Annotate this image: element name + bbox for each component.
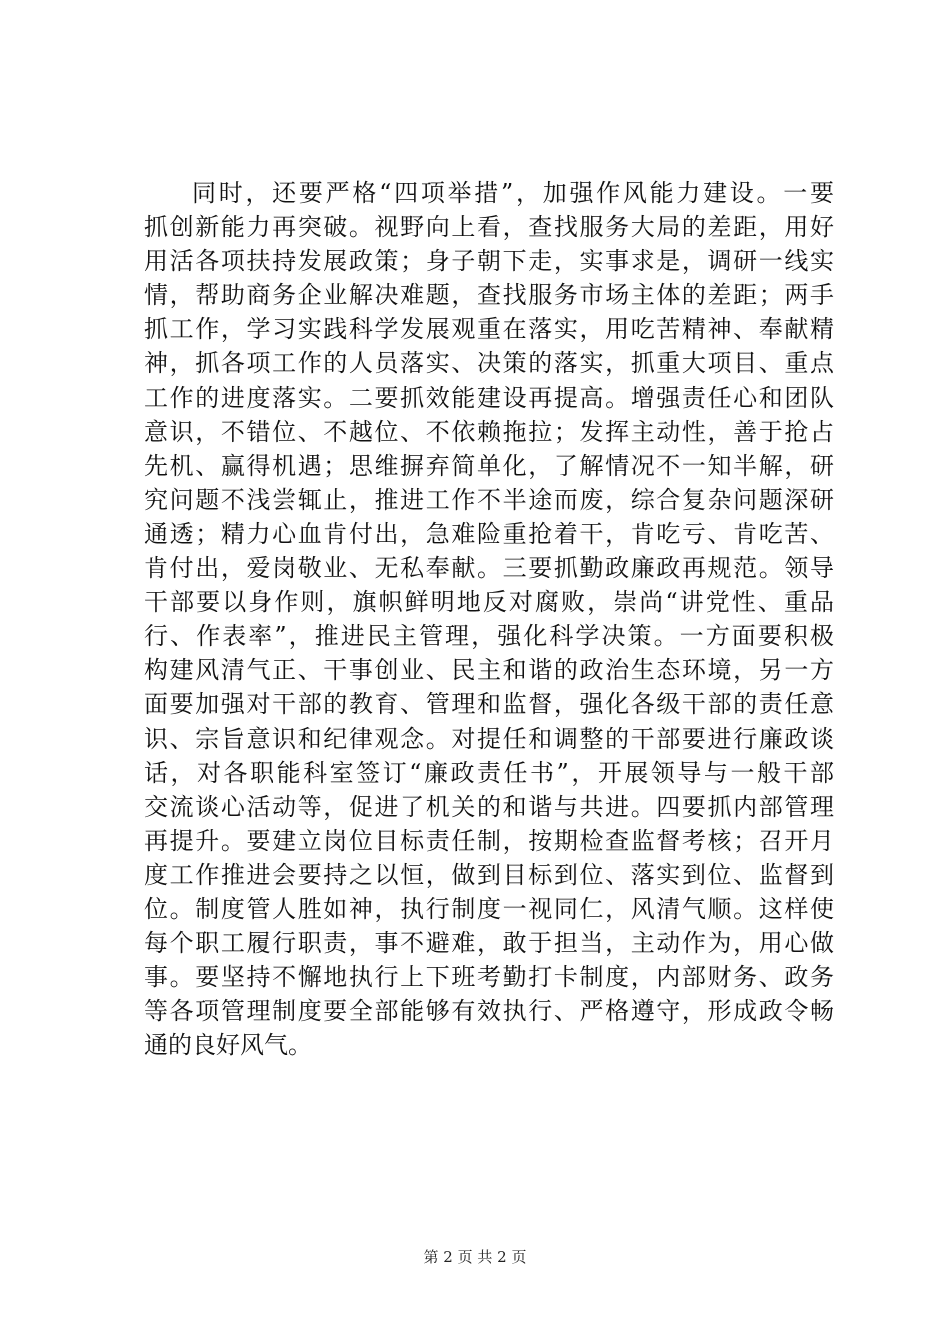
paragraph-line: 通的良好风气。	[144, 1031, 312, 1060]
paragraph-line: 抓工作，学习实践科学发展观重在落实，用吃苦精神、奉献精	[144, 315, 834, 344]
paragraph-line: 等各项管理制度要全部能够有效执行、严格遵守，形成政令畅	[144, 997, 834, 1026]
paragraph-line: 话，对各职能科室签订“廉政责任书”，开展领导与一般干部	[144, 758, 834, 787]
paragraph-line: 度工作推进会要持之以恒，做到目标到位、落实到位、监督到	[144, 860, 834, 889]
paragraph-line: 识、宗旨意识和纪律观念。对提任和调整的干部要进行廉政谈	[144, 724, 834, 753]
paragraph-line: 每个职工履行职责，事不避难，敢于担当，主动作为，用心做	[144, 929, 834, 958]
paragraph-line: 抓创新能力再突破。视野向上看，查找服务大局的差距，用好	[144, 213, 834, 242]
paragraph-line: 情，帮助商务企业解决难题，查找服务市场主体的差距；两手	[144, 281, 834, 310]
paragraph-line: 事。要坚持不懈地执行上下班考勤打卡制度，内部财务、政务	[144, 963, 834, 992]
page-number-footer: 第 2 页 共 2 页	[423, 1248, 527, 1266]
paragraph-line: 行、作表率”，推进民主管理，强化科学决策。一方面要积极	[144, 622, 834, 651]
paragraph-line: 肯付出，爱岗敬业、无私奉献。三要抓勤政廉政再规范。领导	[144, 554, 834, 583]
paragraph-line: 面要加强对干部的教育、管理和监督，强化各级干部的责任意	[144, 690, 834, 719]
paragraph-line: 交流谈心活动等，促进了机关的和谐与共进。四要抓内部管理	[144, 792, 834, 821]
paragraph-line: 究问题不浅尝辄止，推进工作不半途而废，综合复杂问题深研	[144, 485, 834, 514]
paragraph-line: 先机、赢得机遇；思维摒弃简单化，了解情况不一知半解，研	[144, 451, 834, 480]
paragraph-line: 构建风清气正、干事创业、民主和谐的政治生态环境，另一方	[144, 656, 834, 685]
body-paragraph	[144, 176, 834, 1062]
paragraph-line: 用活各项扶持发展政策；身子朝下走，实事求是，调研一线实	[144, 247, 834, 276]
paragraph-line: 神，抓各项工作的人员落实、决策的落实，抓重大项目、重点	[144, 349, 834, 378]
paragraph-line: 同时，还要严格“四项举措”，加强作风能力建设。一要	[192, 179, 834, 207]
paragraph-line: 通透；精力心血肯付出，急难险重抢着干，肯吃亏、肯吃苦、	[144, 519, 834, 548]
paragraph-line: 干部要以身作则，旗帜鲜明地反对腐败，崇尚“讲党性、重品	[144, 588, 834, 617]
paragraph-line: 工作的进度落实。二要抓效能建设再提高。增强责任心和团队	[144, 383, 834, 412]
paragraph-line: 再提升。要建立岗位目标责任制，按期检查监督考核；召开月	[144, 826, 834, 855]
paragraph-line: 意识，不错位、不越位、不依赖拖拉；发挥主动性，善于抢占	[144, 417, 834, 446]
paragraph-line: 位。制度管人胜如神，执行制度一视同仁，风清气顺。这样使	[144, 894, 834, 923]
